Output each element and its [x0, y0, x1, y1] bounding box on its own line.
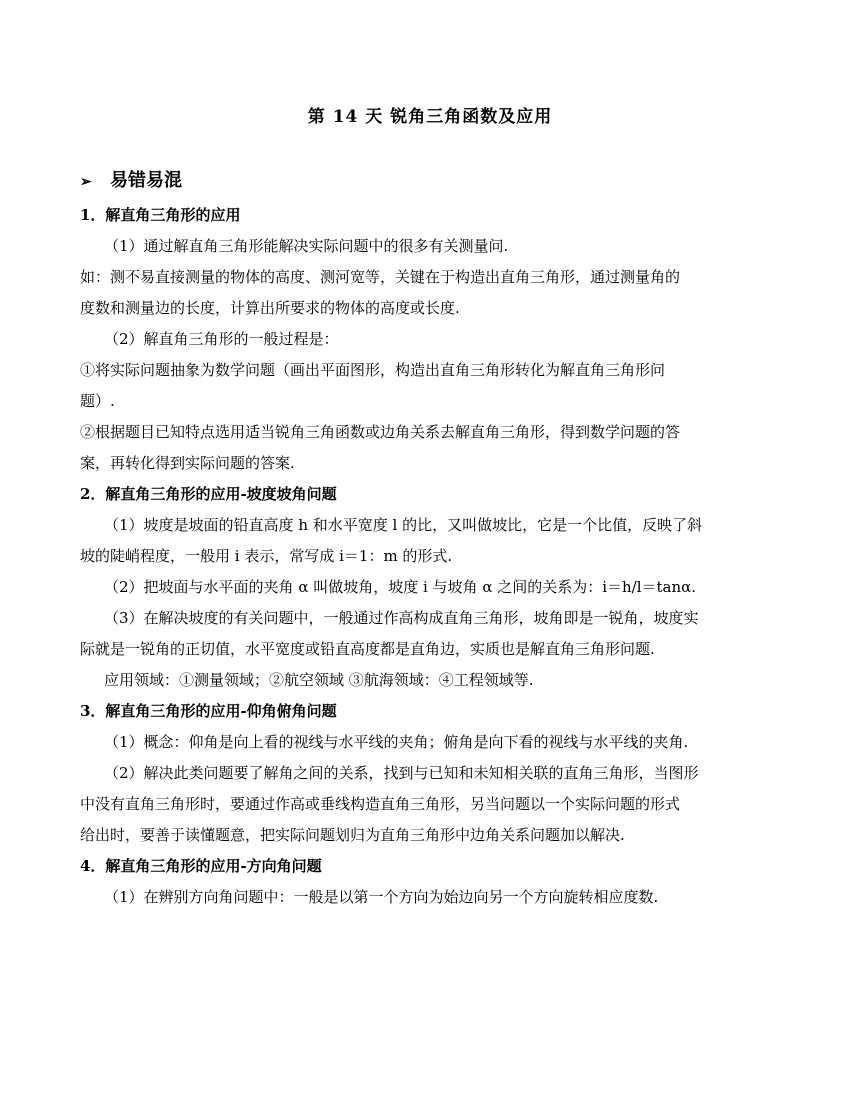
paragraph-line: （2）解直角三角形的一般过程是：: [104, 330, 339, 348]
arrow-bullet-icon: ➢: [80, 174, 92, 190]
paragraph-line: （1）坡度是坡面的铅直高度 h 和水平宽度 l 的比，又叫做坡比，它是一个比值，反映了斜: [104, 516, 703, 534]
paragraph-line: 给出时，要善于读懂题意，把实际问题划归为直角三角形中边角关系问题加以解决.: [80, 826, 625, 844]
paragraph-line: 中没有直角三角形时，要通过作高或垂线构造直角三角形，另当问题以一个实际问题的形式: [80, 795, 681, 813]
paragraph-line: 题）.: [80, 392, 115, 410]
content-body: [80, 200, 790, 913]
section-header: [80, 166, 182, 192]
paragraph-line: ②根据题目已知特点选用适当锐角三角函数或边角关系去解直角三角形，得到数学问题的答: [80, 423, 681, 441]
paragraph-line: （2）把坡面与水平面的夹角 α 叫做坡角，坡度 i 与坡角 α 之间的关系为：i＝h/l＝tanα.: [104, 578, 697, 596]
paragraph-line: （2）解决此类问题要了解角之间的关系，找到与已知和未知相关联的直角三角形，当图形: [104, 764, 699, 782]
paragraph-line: 应用领域：①测量领域；②航空领域 ③航海领域：④工程领域等.: [104, 671, 534, 689]
paragraph-line: （3）在解决坡度的有关问题中，一般通过作高构成直角三角形，坡角即是一锐角，坡度实: [104, 609, 699, 627]
paragraph-line: 坡的陡峭程度，一般用 i 表示，常写成 i＝1：m 的形式.: [80, 547, 453, 565]
paragraph-line: （1）通过解直角三角形能解决实际问题中的很多有关测量问.: [104, 237, 509, 255]
item-heading-2: 2．解直角三角形的应用-坡度坡角问题: [80, 485, 337, 503]
item-heading-3: 3．解直角三角形的应用-仰角俯角问题: [80, 702, 337, 720]
paragraph-line: ①将实际问题抽象为数学问题（画出平面图形，构造出直角三角形转化为解直角三角形问: [80, 361, 666, 379]
section-label: 易错易混: [110, 170, 182, 191]
paragraph-line: 如：测不易直接测量的物体的高度、测河宽等，关键在于构造出直角三角形，通过测量角的: [80, 268, 681, 286]
item-heading-1: 1．解直角三角形的应用: [80, 206, 241, 224]
paragraph-line: （1）在辨别方向角问题中：一般是以第一个方向为始边向另一个方向旋转相应度数.: [104, 888, 659, 906]
item-heading-4: 4．解直角三角形的应用-方向角问题: [80, 857, 322, 875]
paragraph-line: （1）概念：仰角是向上看的视线与水平线的夹角；俯角是向下看的视线与水平线的夹角.: [104, 733, 689, 751]
paragraph-line: 度数和测量边的长度，计算出所要求的物体的高度或长度.: [80, 299, 460, 317]
paragraph-line: 案，再转化得到实际问题的答案.: [80, 454, 295, 472]
page-title: 第 14 天 锐角三角函数及应用: [307, 107, 553, 127]
paragraph-line: 际就是一锐角的正切值，水平宽度或铅直高度都是直角边，实质也是解直角三角形问题.: [80, 640, 655, 658]
